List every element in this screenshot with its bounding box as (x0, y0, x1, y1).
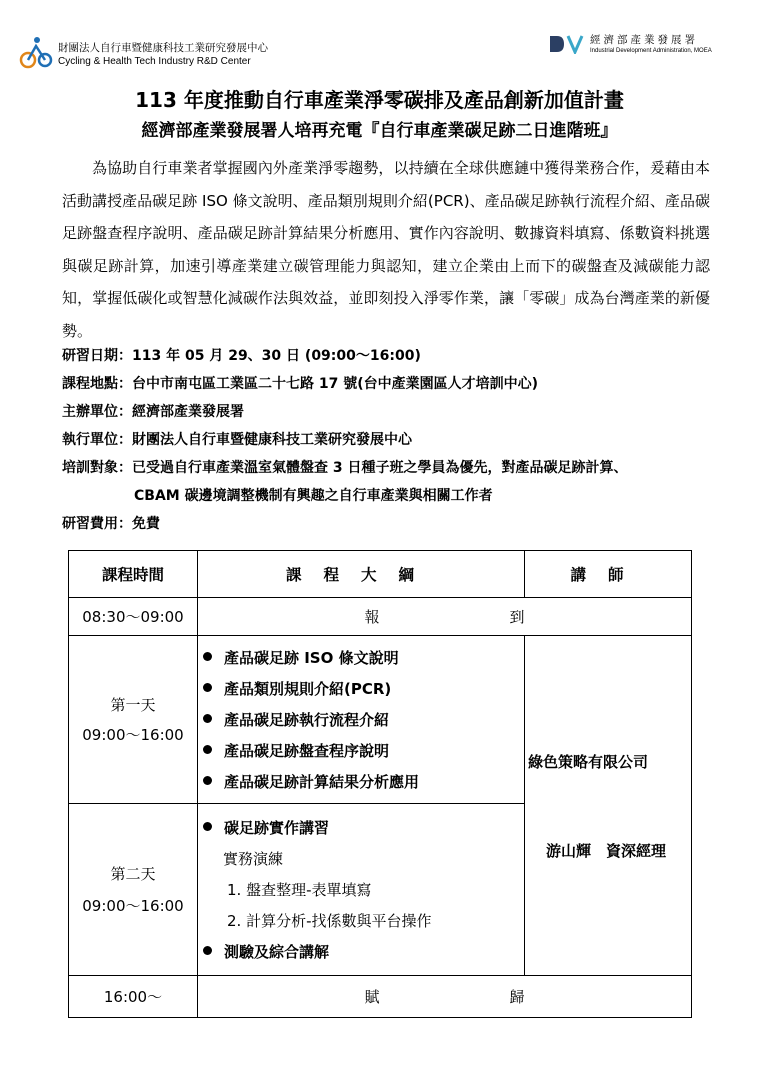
registration-row (69, 598, 692, 636)
header-outline-label: 課程大綱 (285, 566, 436, 584)
bullet-icon (203, 652, 212, 661)
day1-time-cell (69, 636, 198, 804)
intro-text: 為協助自行車業者掌握國內外產業淨零趨勢，以持續在全球供應鏈中獲得業務合作，爰藉由本活動講授產品碳足跡 ISO 條文說明、產品類別規則介紹(PCR)、產品碳足跡執行流程介紹、產品碳足跡盤查程序說明、產品碳足跡計算結果分析應用、實作內容說明、數據資料填寫、係數資料挑選與碳足跡計算，加速引導產業建立碳管理能力與認知，建立企業由上而下的碳盤查及減碳能力認知，掌握低碳化或智慧化減碳作法與效益，並即刻投入淨零作業，讓「零碳」成為台灣產業的新優勢。 (62, 159, 710, 340)
registration-label: 報到 (364, 608, 655, 626)
cycling-center-logo-icon (18, 34, 54, 70)
header-lecturer (525, 551, 692, 598)
day1-topic (203, 674, 523, 705)
day2-outline (198, 804, 525, 976)
registration-cell (198, 598, 692, 636)
closing-label: 賦歸 (364, 988, 655, 1006)
info-location: 課程地點：台中市南屯區工業區二十七路 17 號(台中產業園區人才培訓中心) (62, 376, 539, 392)
day1-topic (203, 736, 523, 767)
bullet-icon (203, 946, 212, 955)
header-lecturer-label: 講師 (570, 566, 646, 584)
closing-time: 16:00～ (69, 976, 198, 1018)
closing-cell (198, 976, 692, 1018)
bullet-icon (203, 822, 212, 831)
ida-name-en: Industrial Development Administration, MOEA (590, 48, 712, 54)
info-date: 研習日期：113 年 05 月 29、30 日 (09:00～16:00) (62, 348, 421, 364)
info-organizer: 主辦單位：經濟部產業發展署 (62, 404, 244, 420)
info-fee: 研習費用：免費 (62, 516, 160, 532)
day1-time: 09:00～16:00 (82, 725, 184, 744)
header-time: 課程時間 (69, 551, 198, 598)
bullet-icon (203, 776, 212, 785)
day2-topic-list (199, 807, 523, 972)
intro-paragraph (62, 152, 710, 347)
registration-time: 08:30～09:00 (69, 598, 198, 636)
day2-topic-label: 測驗及綜合講解 (224, 943, 330, 961)
day1-topic-label: 產品碳足跡計算結果分析應用 (224, 773, 420, 791)
day1-label: 第一天 (110, 695, 156, 714)
day1-topic-label: 產品碳足跡 ISO 條文說明 (224, 649, 399, 667)
cycling-center-name: 財團法人自行車暨健康科技工業研究發展中心 (58, 42, 268, 54)
day2-topic (203, 937, 523, 968)
day2-label: 第二天 (110, 864, 156, 883)
info-executor: 執行單位：財團法人自行車暨健康科技工業研究發展中心 (62, 432, 412, 448)
info-audience-continued: CBAM 碳邊境調整機制有興趣之自行車產業與相關工作者 (134, 488, 493, 504)
day1-row (69, 636, 692, 804)
day2-sub-item: 2. 計算分析-找係數與平台操作 (227, 912, 432, 930)
day1-topic (203, 705, 523, 736)
schedule-table (68, 550, 692, 1018)
closing-row (69, 976, 692, 1018)
page-subtitle: 經濟部產業發展署人培再充電『自行車產業碳足跡二日進階班』 (141, 121, 618, 141)
day1-topic-label: 產品碳足跡執行流程介紹 (224, 711, 390, 729)
bullet-icon (203, 745, 212, 754)
page-title: 113 年度推動自行車產業淨零碳排及產品創新加值計畫 (135, 88, 624, 112)
day2-time: 09:00～16:00 (82, 896, 184, 915)
header-outline (198, 551, 525, 598)
bullet-icon (203, 714, 212, 723)
day1-topic (203, 643, 523, 674)
cycling-center-name-en: Cycling & Health Tech Industry R&D Center (58, 56, 251, 67)
day2-time-cell (69, 804, 198, 976)
day1-topic-label: 產品類別規則介紹(PCR) (224, 680, 392, 698)
day2-sub-heading: 實務演練 (223, 850, 284, 868)
lecturer-company: 綠色策略有限公司 (528, 752, 649, 771)
day1-topic (203, 767, 523, 798)
ida-logo (548, 32, 748, 62)
info-audience: 培訓對象：已受過自行車產業溫室氣體盤查 3 日種子班之學員為優先，對產品碳足跡計算、 (62, 460, 628, 476)
day1-topic-list (199, 637, 523, 802)
cycling-center-logo (18, 34, 268, 74)
day1-outline (198, 636, 525, 804)
day2-topic-label: 碳足跡實作講習 (224, 819, 330, 837)
lecturer-cell (525, 636, 692, 976)
day1-topic-label: 產品碳足跡盤查程序說明 (224, 742, 390, 760)
ida-name: 經濟部產業發展署 (590, 34, 698, 46)
schedule-header-row (69, 551, 692, 598)
lecturer-name: 游山輝 資深經理 (546, 841, 667, 860)
day2-topic (203, 813, 523, 844)
bullet-icon (203, 683, 212, 692)
event-info (62, 342, 722, 538)
day2-sub-item: 1. 盤查整理-表單填寫 (227, 881, 372, 899)
ida-logo-icon (548, 34, 584, 54)
